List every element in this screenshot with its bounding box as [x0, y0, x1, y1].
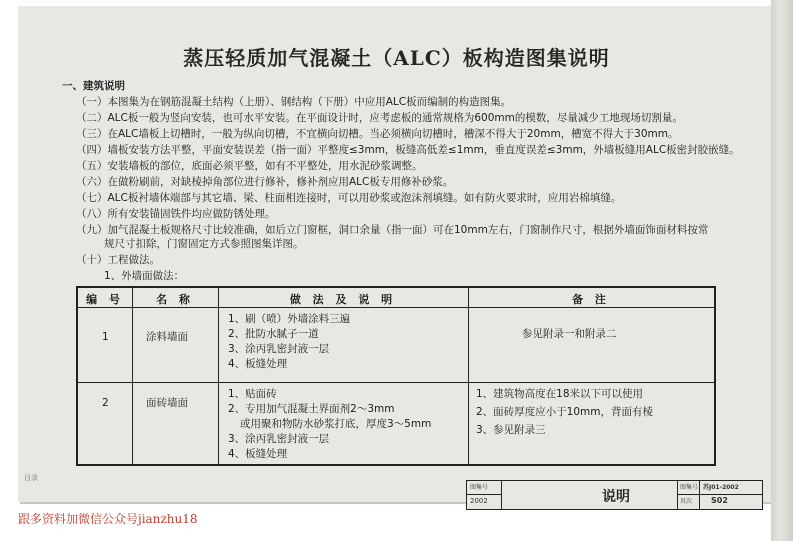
row-2-method-3: 或用聚和物防水砂浆打底，厚度3～5mm [240, 418, 432, 430]
paragraph-10: （十）工程做法。 [76, 254, 160, 266]
paragraph-7: （七）ALC板衬墙体端部与其它墙、梁、柱面相连接时，可以用砂浆或泡沫剂填缝。如有防火要求时，应用岩棉填缝。 [76, 192, 622, 204]
column-divider [468, 288, 469, 464]
row-1-method-1: 1、刷（喷）外墙涂料三遍 [228, 313, 351, 325]
paragraph-3: （三）在ALC墙板上切槽时，一般为纵向切槽，不宜横向切槽。当必须横向切槽时，槽深不得大于20mm，槽宽不得大于30mm。 [76, 128, 679, 140]
header-name: 名 称 [156, 293, 194, 306]
title-block-year: 2002 [470, 497, 488, 505]
title-block-divider [467, 494, 501, 495]
section-heading: 一、建筑说明 [62, 80, 125, 92]
scanner-edge [771, 0, 793, 541]
row-2-method-4: 3、涂丙乳密封液一层 [228, 433, 330, 445]
row-2-method-1: 1、贴面砖 [228, 388, 277, 400]
row-1-method-4: 4、板缝处理 [228, 358, 288, 370]
paragraph-9-continued: 规尺寸扣除，门窗固定方式参照图集详图。 [104, 238, 304, 250]
row-2-number: 2 [102, 397, 109, 409]
title-block-divider [699, 481, 700, 509]
watermark-text: 跟多资料加微信公众号jianzhu18 [18, 512, 198, 526]
row-1-name: 涂料墙面 [146, 331, 188, 343]
row-2-method-5: 4、板缝处理 [228, 448, 288, 460]
column-divider [132, 288, 133, 464]
paragraph-6: （六）在做粉刷前，对缺棱掉角部位进行修补，修补剂应用ALC板专用修补砂浆。 [76, 176, 454, 188]
row-1-number: 1 [102, 331, 109, 343]
header-notes: 备 注 [572, 293, 610, 306]
row-1-method-3: 3、涂丙乳密封液一层 [228, 343, 330, 355]
table-header-row [78, 288, 714, 308]
margin-contents-label: 目录 [24, 474, 38, 482]
page-code: S02 [711, 496, 728, 505]
page-label: 页次 [680, 498, 693, 505]
page-title: 蒸压轻质加气混凝土（ALC）板构造图集说明 [183, 46, 610, 70]
row-1-note-1: 参见附录一和附录二 [522, 328, 617, 340]
subsection-heading: 1、外墙面做法： [104, 270, 185, 282]
column-divider [218, 288, 219, 464]
construction-table [76, 286, 716, 466]
sheet-title: 说明 [602, 489, 630, 505]
paragraph-1: （一）本图集为在钢筋混凝土结构（上册）、钢结构（下册）中应用ALC板而编制的构造图集。 [76, 96, 512, 108]
atlas-code: 苏J01-2002 [703, 484, 739, 491]
title-block-divider [677, 494, 762, 495]
paragraph-2: （二）ALC板一般为竖向安装，也可水平安装。在平面设计时，应考虑板的通常规格为600mm的模数，尽量减少工地现场切割量。 [76, 112, 683, 124]
row-2-method-2: 2、专用加气混凝土界面剂2～3mm [228, 403, 395, 415]
title-block-divider [501, 481, 502, 509]
row-divider [78, 382, 714, 383]
paragraph-4: （四）墙板安装方法平整，平面安装误差（指一面）平整度≤3mm，板缝高低差≤1mm，垂直度误差≤3mm，外墙板缝用ALC板密封胶嵌缝。 [76, 144, 740, 156]
row-2-name: 面砖墙面 [146, 397, 188, 409]
row-2-note-3: 3、参见附录三 [476, 424, 546, 436]
paragraph-9: （九）加气混凝土板规格尺寸比较准确，如后立门窗框，洞口余量（指一面）可在10mm左右，门窗制作尺寸，根据外墙面饰面材料按常 [76, 224, 709, 236]
header-number: 编 号 [86, 293, 124, 306]
header-method: 做 法 及 说 明 [289, 293, 397, 306]
paragraph-8: （八）所有安装锚固铁件均应做防锈处理。 [76, 208, 276, 220]
paragraph-5: （五）安装墙板的部位，底面必须平整，如有不平整处，用水泥砂浆调整。 [76, 160, 423, 172]
title-block-label: 图集号 [470, 484, 489, 491]
title-block [466, 480, 763, 510]
row-1-method-2: 2、批防水腻子一道 [228, 328, 319, 340]
title-block-divider [677, 481, 678, 509]
row-2-note-1: 1、建筑物高度在18米以下可以使用 [476, 388, 644, 400]
row-2-note-2: 2、面砖厚度应小于10mm，背面有棱 [476, 406, 653, 418]
margin-faded-text [24, 474, 38, 483]
atlas-code-label: 图集号 [680, 484, 699, 491]
